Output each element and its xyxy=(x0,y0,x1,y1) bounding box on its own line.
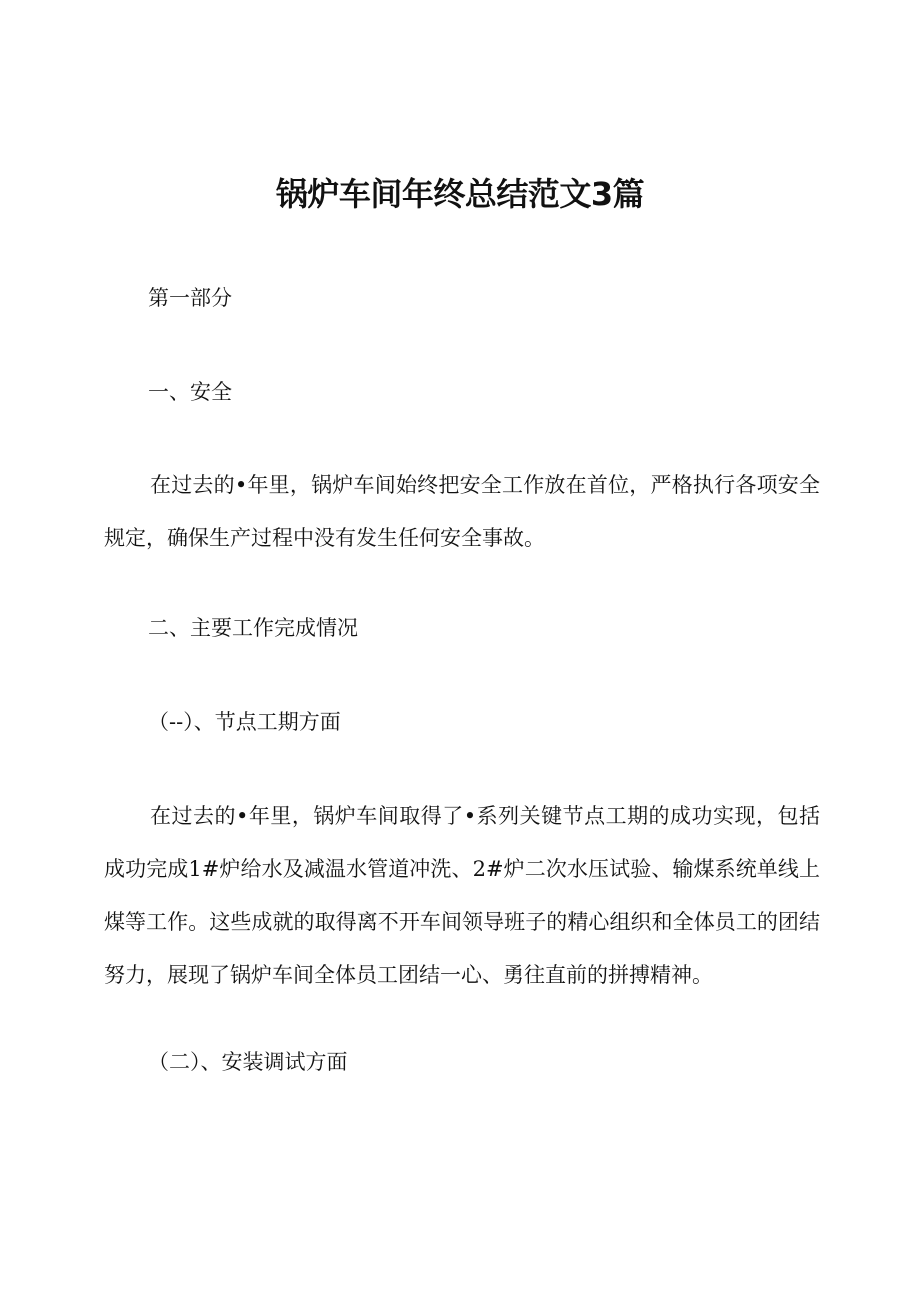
section-heading-safety: 一、安全 xyxy=(148,380,232,404)
subsection-heading-milestones: （--）、节点工期方面 xyxy=(148,710,341,734)
document-title: 锅炉车间年终总结范文3篇 xyxy=(275,175,645,213)
paragraph-milestones: 在过去的•年里，锅炉车间取得了•系列关键节点工期的成功实现，包括成功完成1#炉给水及减温水管道冲洗、2#炉二次水压试验、输煤系统单线上煤等工作。这些成就的取得离不开车间领导班子的精心组织和全体员工的团结努力，展现了锅炉车间全体员工团结一心、勇往直前的拼搏精神。 xyxy=(104,804,820,987)
subsection-heading-installation: （二）、安装调试方面 xyxy=(148,1050,348,1074)
part-heading: 第一部分 xyxy=(148,286,232,310)
section-heading-main-work: 二、主要工作完成情况 xyxy=(148,616,358,640)
paragraph-safety: 在过去的•年里，锅炉车间始终把安全工作放在首位，严格执行各项安全规定，确保生产过程中没有发生任何安全事故。 xyxy=(104,473,820,550)
